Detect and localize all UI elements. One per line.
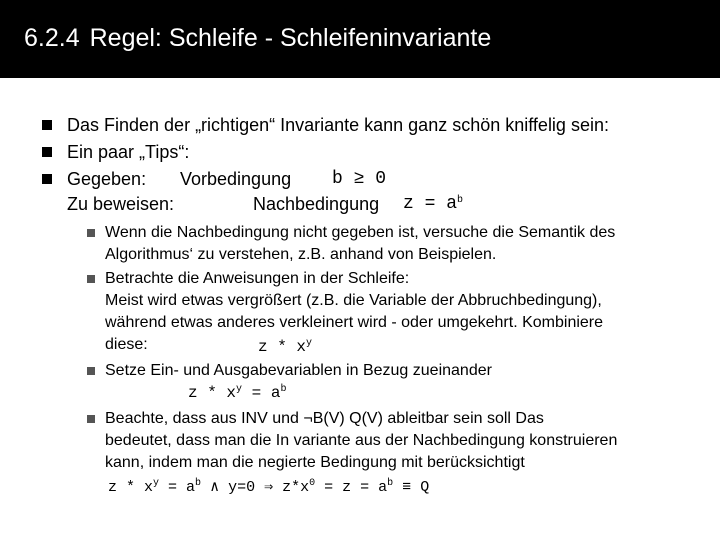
subbullet-2-line-2: Meist wird etwas vergrößert (z.B. die Variable der Abbruchbedingung), bbox=[105, 292, 602, 309]
bullet-1: Das Finden der „richtigen“ Invariante kann ganz schön kniffelig sein: bbox=[67, 115, 609, 135]
final-formula-3: ∧ y=0 ⇒ z*x bbox=[201, 479, 310, 496]
precondition-label: Vorbedingung bbox=[180, 169, 292, 189]
bullet-2: Ein paar „Tips“: bbox=[67, 142, 190, 162]
subbullet-3-line-1: Setze Ein- und Ausgabevariablen in Bezug zueinander bbox=[105, 362, 492, 379]
bullet-3 bbox=[67, 169, 387, 190]
subbullet-4-line-1: Beachte, dass aus INV und ¬B(V) Q(V) ableitbar sein soll Das bbox=[105, 410, 544, 427]
relation-formula-exp1: y bbox=[236, 384, 243, 395]
precondition-formula: b ≥ 0 bbox=[332, 169, 387, 189]
subbullet-2-line-1: Betrachte die Anweisungen in der Schleife: bbox=[105, 270, 410, 287]
subbullet-square-icon bbox=[87, 367, 95, 375]
bullet-3b bbox=[67, 194, 464, 215]
subbullet-4-line-2: bedeutet, dass man die In variante aus der Nachbedingung konstruieren bbox=[105, 432, 618, 449]
subbullet-2-line-3: während etwas anderes verkleinert wird - oder umgekehrt. Kombiniere bbox=[105, 314, 604, 331]
postcondition-formula bbox=[403, 194, 463, 214]
final-formula-2: = a bbox=[159, 479, 196, 496]
combine-formula-base: z * x bbox=[258, 338, 307, 356]
combine-formula bbox=[258, 338, 312, 356]
final-formula-1: z * x bbox=[108, 479, 154, 496]
subbullet-1-line-1: Wenn die Nachbedingung nicht gegeben ist, versuche die Semantik des bbox=[105, 224, 616, 241]
bullet-square-icon bbox=[42, 174, 52, 184]
slide-title-text: Regel: Schleife - Schleifeninvariante bbox=[89, 24, 492, 52]
final-formula-exp1: y bbox=[153, 478, 160, 489]
postcondition-formula-exp: b bbox=[457, 195, 464, 206]
final-formula-4: = z = a bbox=[315, 479, 388, 496]
postcondition-formula-base: z = a bbox=[403, 194, 458, 214]
final-formula-exp3: 0 bbox=[309, 478, 316, 489]
relation-formula-a: z * x bbox=[188, 384, 237, 402]
relation-formula-exp2: b bbox=[280, 384, 287, 395]
subbullet-square-icon bbox=[87, 415, 95, 423]
final-formula-exp4: b bbox=[387, 478, 394, 489]
given-label: Gegeben: bbox=[67, 169, 147, 189]
relation-formula-b: = a bbox=[242, 384, 281, 402]
slide-number: 6.2.4 bbox=[24, 24, 80, 52]
subbullet-3-formula bbox=[188, 384, 286, 402]
bullet-square-icon bbox=[42, 147, 52, 157]
combine-formula-exp: y bbox=[306, 338, 313, 349]
final-formula-exp2: b bbox=[195, 478, 202, 489]
slide-title bbox=[24, 24, 491, 53]
prove-label: Zu beweisen: bbox=[67, 194, 175, 214]
subbullet-1-line-2: Algorithmus‘ zu verstehen, z.B. anhand von Beispielen. bbox=[105, 246, 497, 263]
subbullet-square-icon bbox=[87, 275, 95, 283]
title-bar bbox=[0, 0, 720, 78]
subbullet-4-line-3: kann, indem man die negierte Bedingung mit berücksichtigt bbox=[105, 454, 525, 471]
subbullet-square-icon bbox=[87, 229, 95, 237]
subbullet-2-combine: diese: bbox=[105, 336, 148, 353]
postcondition-label: Nachbedingung bbox=[253, 194, 380, 214]
subbullet-4-formula bbox=[108, 477, 429, 496]
bullet-square-icon bbox=[42, 120, 52, 130]
final-formula-5: ≡ Q bbox=[393, 479, 430, 496]
subbullet-2-line-4 bbox=[105, 336, 313, 356]
